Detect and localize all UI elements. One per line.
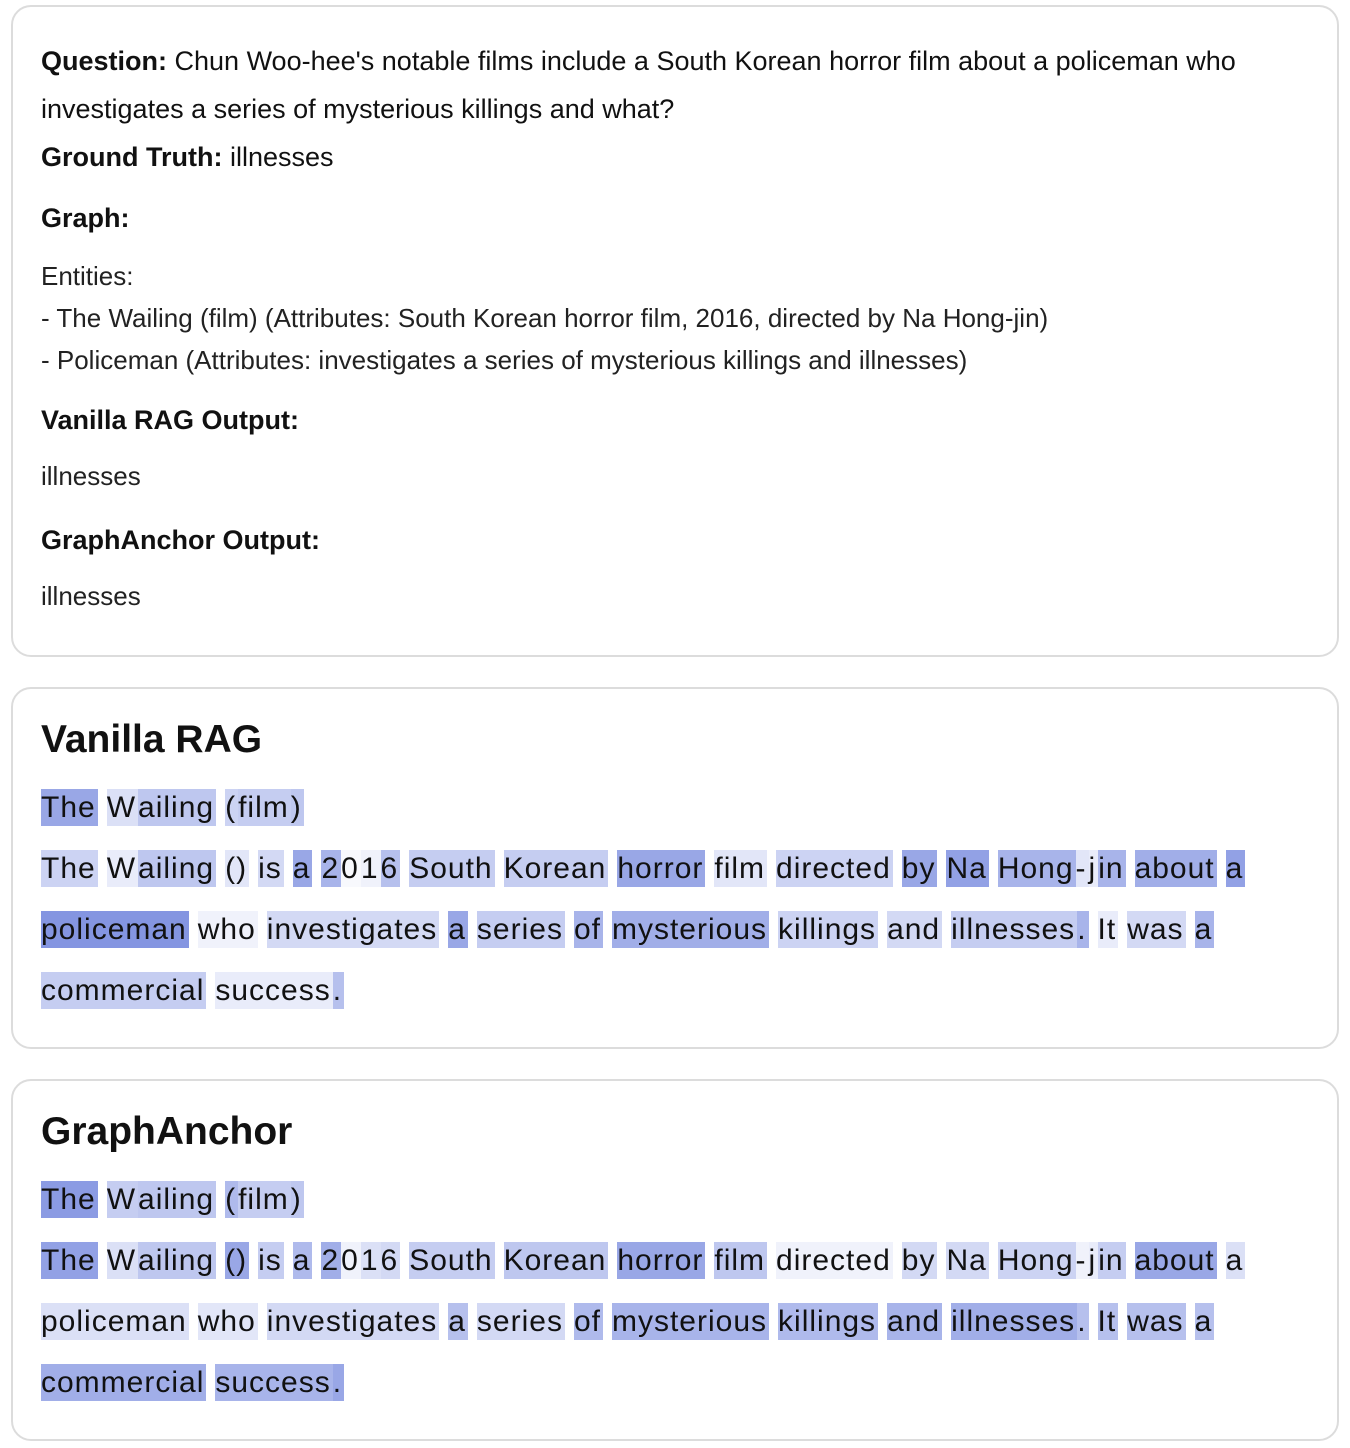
ground-truth-text: illnesses [229, 142, 334, 172]
entities-label: Entities: [41, 261, 134, 291]
token: W [106, 852, 137, 885]
question-line [41, 37, 1321, 133]
token: a [1225, 852, 1244, 885]
info-content [41, 37, 1321, 613]
token: mysterious [611, 913, 768, 946]
info-card [11, 5, 1339, 657]
graphanchor-card [11, 1079, 1339, 1441]
token: Hong [997, 1244, 1074, 1277]
token: ailing [138, 852, 215, 885]
token: . [332, 1366, 343, 1399]
token: success [215, 1366, 331, 1399]
token: W [106, 1244, 137, 1277]
vanilla-output-text: illnesses [41, 461, 141, 491]
token: commercial [41, 974, 205, 1007]
token: investigates [266, 913, 438, 946]
token: South [409, 852, 493, 885]
token: commercial [41, 1366, 205, 1399]
token: mysterious [611, 1305, 768, 1338]
graphanchor-output-text: illnesses [41, 581, 141, 611]
token: ailing [138, 791, 215, 824]
token: ( [225, 1183, 237, 1216]
token: j [1088, 1244, 1097, 1277]
token: policeman [41, 1305, 187, 1338]
question-text: Chun Woo-hee's notable films include a South Korean horror film about a policeman who investigates a series of mysterious killings and what? [41, 46, 1236, 124]
token: who [197, 913, 256, 946]
token-line [41, 1242, 1245, 1279]
token: film [714, 852, 766, 885]
token: of [573, 913, 601, 946]
token: It [1097, 913, 1117, 946]
token: film [238, 1183, 289, 1216]
token: 2 [321, 852, 340, 885]
token: Korean [503, 1244, 607, 1277]
token: ailing [138, 1183, 215, 1216]
token: The [41, 791, 96, 824]
vanilla-rag-title: Vanilla RAG [41, 718, 263, 761]
token: illnesses [951, 1305, 1076, 1338]
token: and [887, 913, 941, 946]
token: a [1194, 1305, 1213, 1338]
token: directed [776, 852, 891, 885]
token: success [215, 974, 331, 1007]
token: . [1077, 913, 1087, 946]
token: a [292, 852, 311, 885]
token: ( [225, 791, 237, 824]
token: ) [290, 1183, 302, 1216]
token: was [1127, 1305, 1184, 1338]
token: Na [946, 852, 987, 885]
token: by [901, 852, 936, 885]
token: j [1088, 852, 1097, 885]
token: of [573, 1305, 601, 1338]
graphanchor-title: GraphAnchor [41, 1110, 293, 1153]
token: ) [290, 791, 302, 824]
token: horror [617, 1244, 704, 1277]
token: The [41, 1183, 96, 1216]
token: was [1127, 913, 1184, 946]
token: 0 [341, 852, 359, 885]
entities-block [41, 255, 1321, 381]
vanilla-rag-card [11, 687, 1339, 1049]
question-label: Question: [41, 46, 167, 76]
token: and [887, 1305, 941, 1338]
token: () [225, 852, 248, 885]
entity-item: - Policeman (Attributes: investigates a series of mysterious killings and illnesses) [41, 345, 968, 375]
token: W [106, 1183, 137, 1216]
token: horror [617, 852, 704, 885]
token: by [901, 1244, 936, 1277]
graphanchor-output-heading: GraphAnchor Output: [41, 525, 320, 555]
token: a [448, 1305, 466, 1338]
token: killings [778, 1305, 877, 1338]
token: a [448, 913, 466, 946]
token: W [106, 791, 137, 824]
token: about [1134, 1244, 1215, 1277]
token: film [714, 1244, 766, 1277]
token: - [1075, 852, 1087, 885]
graph-heading: Graph: [41, 203, 130, 233]
token: about [1134, 852, 1215, 885]
token: series [476, 913, 563, 946]
token: 0 [341, 1244, 359, 1277]
token: film [238, 791, 289, 824]
token-line [41, 911, 1214, 948]
token: 6 [380, 852, 399, 885]
token: The [41, 1244, 96, 1277]
token: in [1098, 852, 1124, 885]
token: is [258, 1244, 282, 1277]
token-line [41, 789, 304, 826]
token: in [1098, 1244, 1124, 1277]
token-line [41, 1303, 1214, 1340]
token: a [1225, 1244, 1244, 1277]
token: . [332, 974, 343, 1007]
token: is [258, 852, 282, 885]
token-line [41, 1181, 304, 1218]
token: policeman [41, 913, 187, 946]
token-line [41, 972, 344, 1009]
ground-truth-label: Ground Truth: [41, 142, 223, 172]
token: Korean [503, 852, 607, 885]
token: () [225, 1244, 248, 1277]
token: 1 [360, 852, 379, 885]
token: Hong [997, 852, 1074, 885]
token: - [1075, 1244, 1087, 1277]
vanilla-output-heading: Vanilla RAG Output: [41, 405, 300, 435]
token: series [476, 1305, 563, 1338]
token: Na [946, 1244, 987, 1277]
token-line [41, 850, 1245, 887]
token: illnesses [951, 913, 1076, 946]
token: investigates [266, 1305, 438, 1338]
token: It [1097, 1305, 1117, 1338]
token: The [41, 852, 96, 885]
ground-truth-line [41, 133, 1321, 181]
token: directed [776, 1244, 891, 1277]
token: 2 [321, 1244, 340, 1277]
token: 1 [360, 1244, 379, 1277]
token: a [292, 1244, 311, 1277]
token: a [1194, 913, 1213, 946]
token-line [41, 1364, 344, 1401]
token: killings [778, 913, 877, 946]
token: 6 [380, 1244, 399, 1277]
token: ailing [138, 1244, 215, 1277]
token: South [409, 1244, 493, 1277]
token: who [197, 1305, 256, 1338]
entity-item: - The Wailing (film) (Attributes: South Korean horror film, 2016, directed by Na Hong-jin) [41, 303, 1049, 333]
token: . [1077, 1305, 1087, 1338]
